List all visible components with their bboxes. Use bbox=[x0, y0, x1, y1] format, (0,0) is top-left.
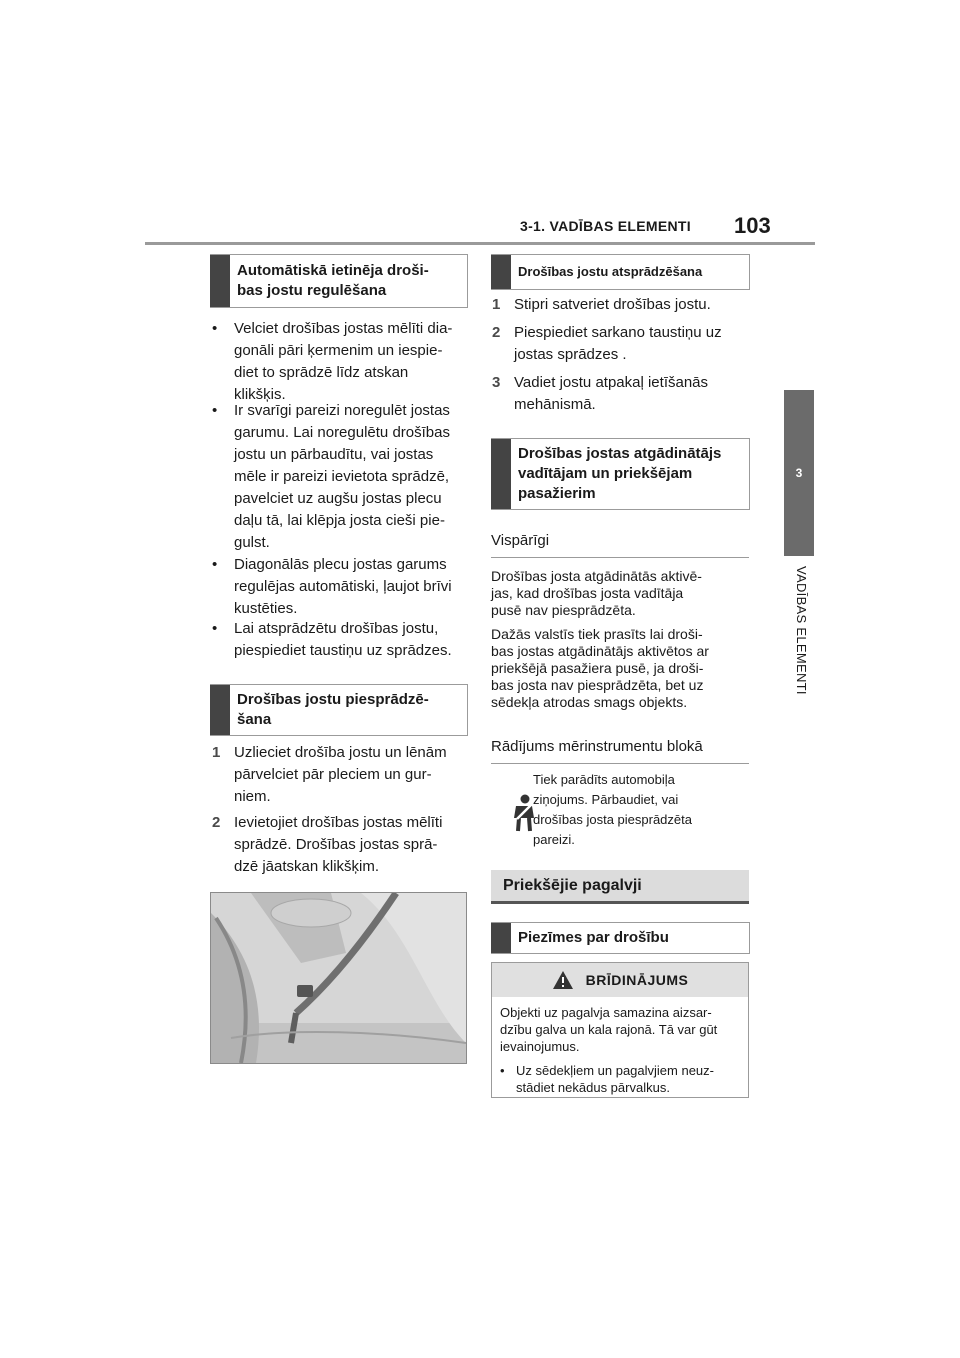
bullet-text: Diagonālās plecu jostas garums regulējas automātiski, ļaujot brīvi kustēties. bbox=[234, 556, 452, 617]
bullet-dot: • bbox=[500, 1063, 505, 1078]
header-rule bbox=[145, 242, 815, 245]
heading-unfasten bbox=[491, 254, 750, 290]
chapter-number: 3 bbox=[795, 466, 803, 480]
step-text: Vadiet jostu atpakaļ ietīšanās mehānismā. bbox=[514, 374, 709, 413]
bullet-dot: • bbox=[212, 320, 218, 337]
subheading-display: Rādījums mērinstrumentu blokā bbox=[491, 738, 749, 764]
bullet-dot: • bbox=[212, 620, 218, 637]
heading-auto-adjust-text: Automātiskā ietinēja droši- bas jostu regulēšana bbox=[237, 262, 429, 299]
chapter-tab bbox=[784, 390, 814, 556]
warning-box bbox=[491, 962, 749, 1098]
bullet-text: Ir svarīgi pareizi noregulēt jostas garumu. Lai noregulētu drošības jostu un pārbaudītu, vai jostas mēle ir pareizi ievietota sprādzē, pavelciet uz augšu jostas plecu daļu tā, lai klēpja josta cieši pie- gulst. bbox=[234, 402, 450, 551]
step-text: Piespiediet sarkano taustiņu uz jostas sprādzes . bbox=[514, 324, 722, 363]
step-item bbox=[212, 742, 472, 808]
heading-headrests: Priekšējie pagalvji bbox=[491, 870, 749, 904]
heading-fasten-text: Drošības jostu piesprādzē- šana bbox=[237, 691, 429, 728]
warning-bullet bbox=[492, 1062, 748, 1096]
bullet-item bbox=[212, 554, 472, 620]
warning-text: Objekti uz pagalvja samazina aizsar- dzību galva un kala rajonā. Tā var gūt ievainojumus. bbox=[500, 1005, 718, 1054]
heading-unfasten-text: Drošības jostu atsprādzēšana bbox=[518, 264, 703, 279]
heading-bar bbox=[210, 685, 230, 735]
heading-bar bbox=[491, 255, 511, 289]
heading-safety-notes bbox=[491, 922, 750, 954]
warning-title: BRĪDINĀJUMS bbox=[585, 972, 689, 988]
general-paragraph-2: Dažās valstīs tiek prasīts lai droši- bas jostas atgādinātājs aktivētos ar priekšējā pasažiera pusē, ja droši- bas josta nav piesprādzēta, bet uz sēdekļa atrodas smags objekts. bbox=[491, 626, 709, 710]
step-item bbox=[212, 812, 472, 878]
bullet-dot: • bbox=[212, 556, 218, 573]
step-number: 1 bbox=[492, 296, 501, 313]
heading-bar bbox=[491, 439, 511, 509]
step-item bbox=[492, 322, 752, 366]
seatbelt-photo bbox=[210, 892, 467, 1064]
subheading-general: Vispārīgi bbox=[491, 532, 749, 558]
heading-reminder-text: Drošības jostas atgādinātājs vadītājam un priekšējam pasažierim bbox=[518, 445, 722, 502]
bullet-dot: • bbox=[212, 402, 218, 419]
step-item bbox=[492, 372, 752, 416]
warning-bullet-text: Uz sēdekļiem un pagalvjiem neuz- stādiet nekādus pārvalkus. bbox=[516, 1063, 714, 1095]
step-number: 2 bbox=[212, 814, 221, 831]
step-number: 3 bbox=[492, 374, 501, 391]
chapter-label: VADĪBAS ELEMENTI bbox=[794, 566, 809, 695]
step-text: Ievietojiet drošības jostas mēlīti sprādzē. Drošības jostas sprā- dzē jāatskan klikšķim. bbox=[234, 814, 443, 875]
warning-header bbox=[492, 963, 748, 997]
bullet-item bbox=[212, 618, 472, 662]
step-item bbox=[492, 294, 752, 316]
heading-fasten bbox=[210, 684, 468, 736]
step-number: 1 bbox=[212, 744, 221, 761]
page-number: 103 bbox=[734, 213, 771, 238]
warning-triangle-icon bbox=[552, 970, 574, 990]
display-text: Tiek parādīts automobiļa ziņojums. Pārbaudiet, vai drošības josta piesprādzēta pareizi. bbox=[533, 772, 692, 847]
heading-bar bbox=[491, 923, 511, 953]
bullet-item bbox=[212, 318, 472, 406]
heading-safety-notes-text: Piezīmes par drošību bbox=[518, 929, 669, 946]
bullet-item bbox=[212, 400, 472, 554]
heading-bar bbox=[210, 255, 230, 307]
bullet-text: Lai atsprādzētu drošības jostu, piespiediet taustiņu uz sprādzes. bbox=[234, 620, 452, 659]
heading-auto-adjust bbox=[210, 254, 468, 308]
step-text: Uzlieciet drošība jostu un lēnām pārvelciet pār pleciem un gur- niem. bbox=[234, 744, 447, 805]
section-title: 3-1. VADĪBAS ELEMENTI bbox=[520, 218, 691, 234]
step-number: 2 bbox=[492, 324, 501, 341]
seatbelt-photo-image bbox=[211, 893, 466, 1063]
general-paragraph-1: Drošības josta atgādinātās aktivē- jas, kad drošības josta vadītāja pusē nav piesprādzēta. bbox=[491, 568, 702, 618]
step-text: Stipri satveriet drošības jostu. bbox=[514, 296, 711, 313]
heading-reminder bbox=[491, 438, 750, 510]
bullet-text: Velciet drošības jostas mēlīti dia- gonāli pāri ķermenim un iespie- diet to sprādzē līdz atskan klikšķis. bbox=[234, 320, 453, 403]
